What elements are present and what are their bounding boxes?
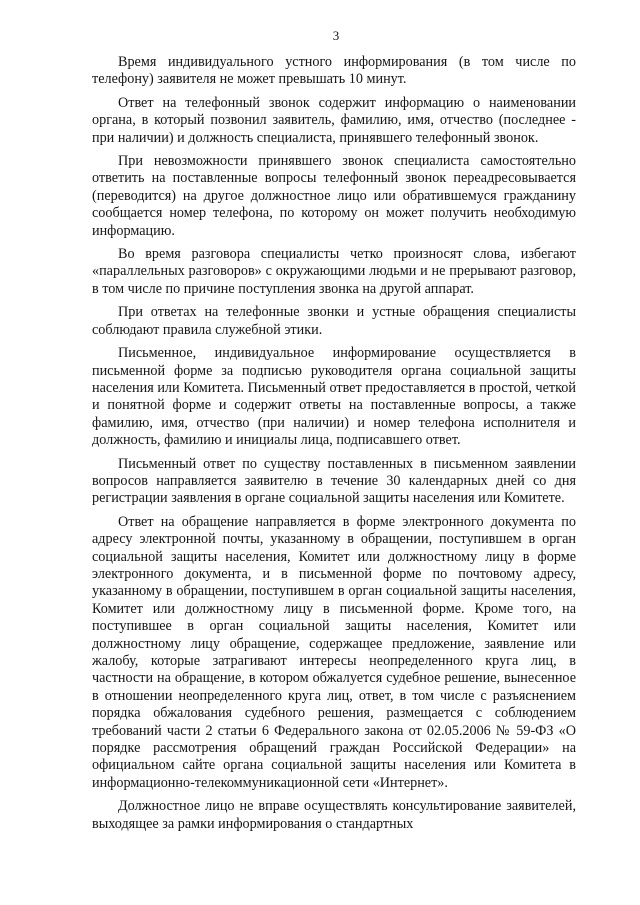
paragraph-written-info: Письменное, индивидуальное информирование осуществляется в письменной форме за подписью руководителя органа социальной защиты населения или Комитета. Письменный ответ предоставляется в простой, четкой и понятной форме и содержит ответы на поставленные вопросы, а также фамилию, имя, отчество (при наличии) и номер телефона исполнителя и должность, фамилию и инициалы лица, подписавшего ответ.: [92, 345, 576, 449]
paragraph-oral-info-time: Время индивидуального устного информирования (в том числе по телефону) заявителя не может превышать 10 минут.: [92, 54, 576, 88]
paragraph-consulting-limits: Должностное лицо не вправе осуществлять консультирование заявителей, выходящее за рамки информирования о стандартных: [92, 798, 576, 832]
paragraph-call-redirect: При невозможности принявшего звонок специалиста самостоятельно ответить на поставленные вопросы телефонный звонок переадресовывается (переводится) на другое должностное лицо или обратившемуся гражданину сообщается номер телефона, по которому он может получить необходимую информацию.: [92, 153, 576, 239]
paragraph-phone-answer-content: Ответ на телефонный звонок содержит информацию о наименовании органа, в который позвонил заявитель, фамилию, имя, отчество (последнее - при наличии) и должность специалиста, принявшего телефонный звонок.: [92, 94, 576, 146]
paragraph-electronic-answer: Ответ на обращение направляется в форме электронного документа по адресу электронной почты, указанному в обращении, поступившем в орган социальной защиты населения, Комитет или должностному лицу в форме электронного документа, и в письменной форме по почтовому адресу, указанному в обращении, поступившем в орган социальной защиты населения, Комитет или должностному лицу в письменной форме. Кроме того, на поступившее в орган социальной защиты населения, Комитет или должностному лицу обращение, содержащее предложение, заявление или жалобу, которые затрагивают интересы неопределенного круга лиц, в частности на обращение, в котором обжалуется судебное решение, вынесенное в отношении неопределенного круга лиц, ответ, в том числе с разъяснением порядка обжалования судебного решения, размещается с соблюдением требований части 2 статьи 6 Федерального закона от 02.05.2006 № 59-ФЗ «О порядке рассмотрения обращений граждан Российской Федерации» на официальном сайте органа социальной защиты населения или Комитета в информационно-телекоммуникационной сети «Интернет».: [92, 513, 576, 791]
paragraph-written-answer-term: Письменный ответ по существу поставленных в письменном заявлении вопросов направляется заявителю в течение 30 календарных дней со дня регистрации заявления в органе социальной защиты населения или Комитете.: [92, 455, 576, 507]
page-number: 3: [332, 28, 340, 43]
paragraph-service-ethics: При ответах на телефонные звонки и устные обращения специалисты соблюдают правила служебной этики.: [92, 304, 576, 338]
paragraph-conversation-rules: Во время разговора специалисты четко произносят слова, избегают «параллельных разговоров» с окружающими людьми и не прерывают разговор, в том числе по причине поступления звонка на другой аппарат.: [92, 246, 576, 297]
